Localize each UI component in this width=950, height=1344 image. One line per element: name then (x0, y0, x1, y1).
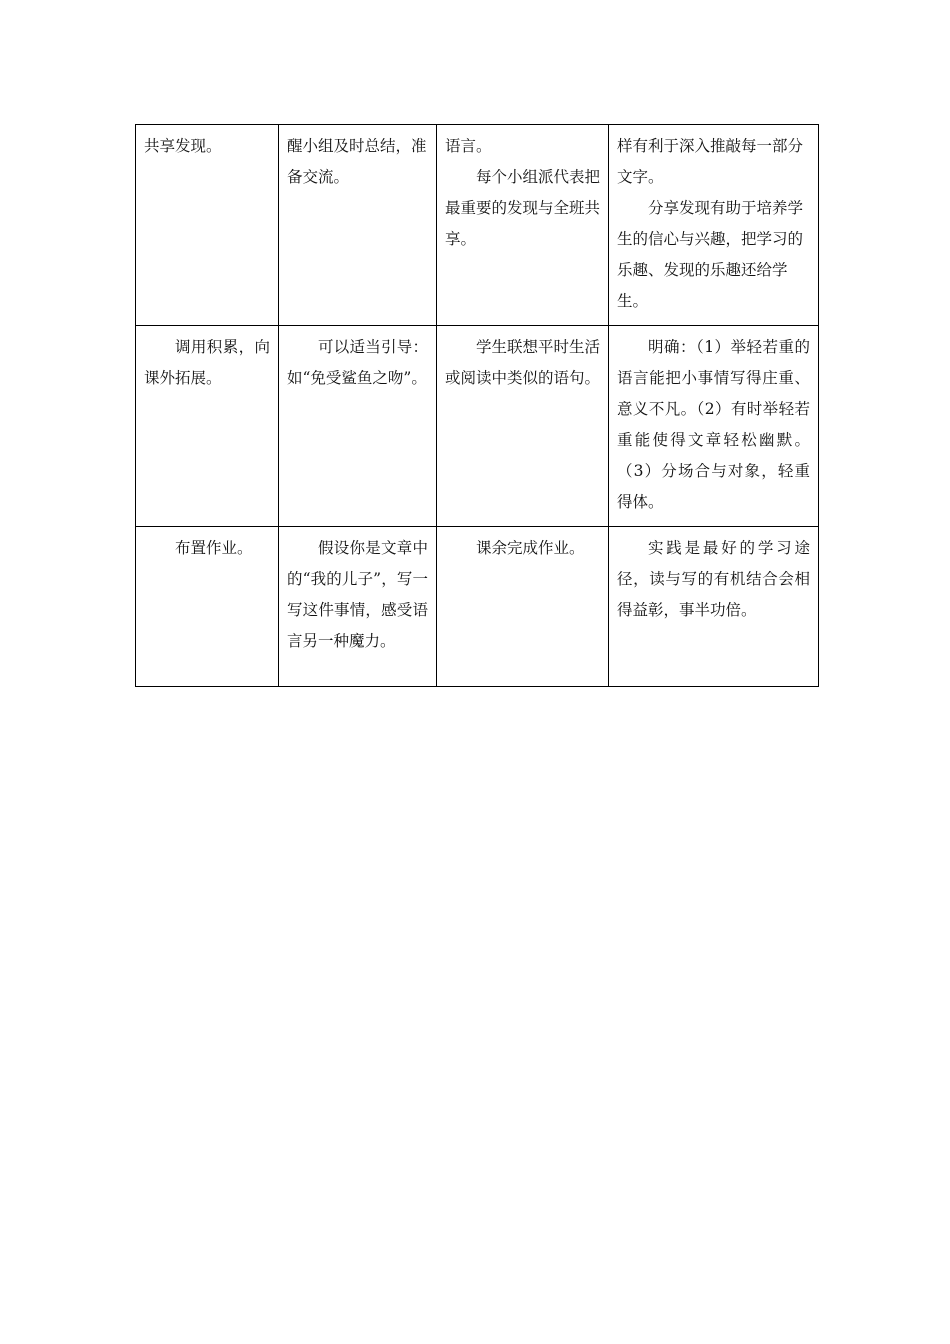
table-cell (609, 326, 819, 527)
table-cell (609, 527, 819, 687)
cell-text: 样有利于深入推敲每一部分文字。 (617, 137, 804, 186)
cell-text: 醒小组及时总结，准备交流。 (287, 137, 427, 186)
table-row (136, 326, 819, 527)
table-cell (609, 125, 819, 326)
cell-text: 共享发现。 (144, 137, 222, 155)
cell-text: 假设你是文章中的“我的儿子”，写一写这件事情，感受语言另一种魔力。 (287, 539, 428, 650)
cell-text: 课余完成作业。 (476, 539, 585, 557)
table-row (136, 527, 819, 687)
table-cell (279, 326, 437, 527)
table-cell (437, 326, 609, 527)
cell-text: 明确：（1）举轻若重的语言能把小事情写得庄重、意义不凡。（2）有时举轻若重能使得文章轻松幽默。（3）分场合与对象，轻重得体。 (617, 338, 810, 511)
lesson-plan-table (135, 124, 819, 687)
table-cell (279, 527, 437, 687)
cell-text: 每个小组派代表把最重要的发现与全班共享。 (445, 168, 601, 248)
cell-text: 语言。 (445, 137, 492, 155)
cell-text: 调用积累，向课外拓展。 (144, 338, 270, 387)
cell-text: 可以适当引导：如“免受鲨鱼之吻”。 (287, 338, 428, 387)
table-cell (136, 527, 279, 687)
cell-text: 学生联想平时生活或阅读中类似的语句。 (445, 338, 601, 387)
cell-text: 分享发现有助于培养学生的信心与兴趣，把学习的乐趣、发现的乐趣还给学生。 (617, 199, 804, 310)
table-cell (437, 527, 609, 687)
table-cell (136, 326, 279, 527)
table-cell (437, 125, 609, 326)
table-row (136, 125, 819, 326)
cell-text: 实践是最好的学习途径，读与写的有机结合会相得益彰，事半功倍。 (617, 539, 810, 619)
table-cell (136, 125, 279, 326)
cell-text: 布置作业。 (175, 539, 253, 557)
table-cell (279, 125, 437, 326)
